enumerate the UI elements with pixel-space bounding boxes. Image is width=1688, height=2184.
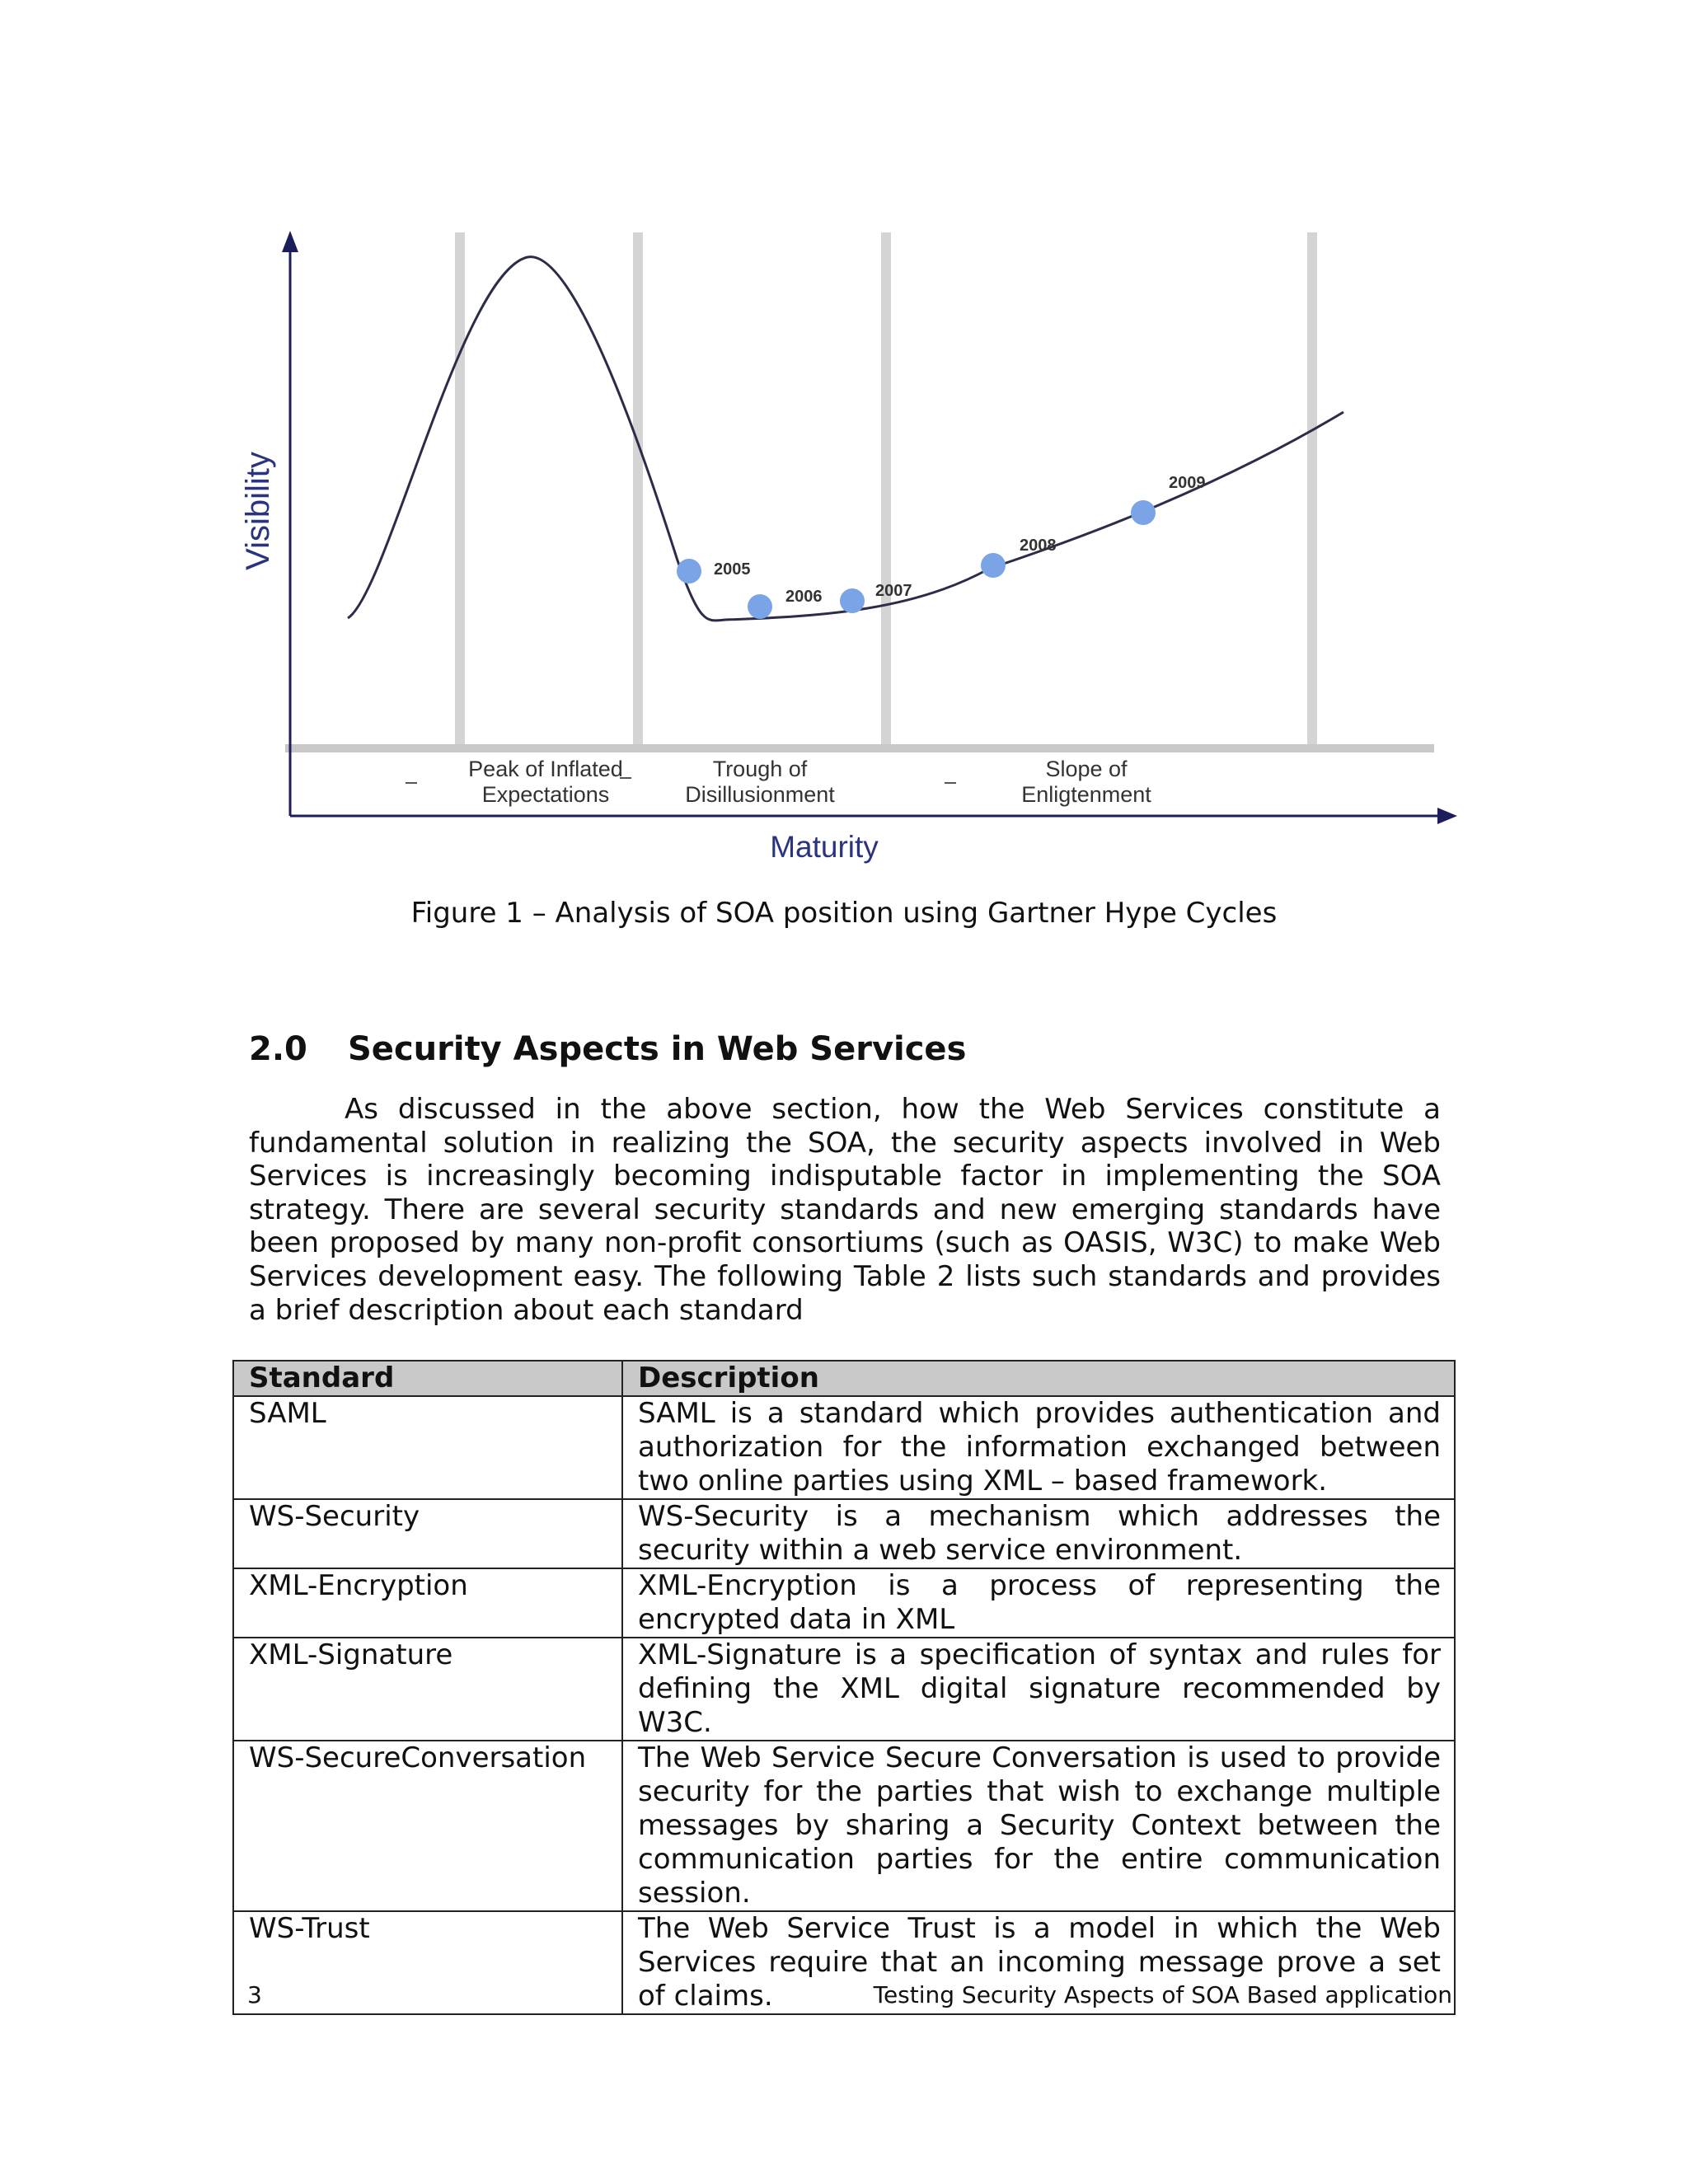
standards-table	[232, 1360, 1456, 2015]
page-number: 3	[247, 1981, 262, 2008]
phase-label-peak-line1: Peak of Inflated	[468, 757, 623, 781]
hype-curve	[348, 257, 1343, 621]
phase-label-trough-line2: Disillusionment	[685, 782, 835, 807]
phase-divider-bar	[1307, 232, 1317, 750]
section-heading	[249, 1030, 966, 1068]
standard-cell: SAML	[233, 1396, 622, 1499]
year-label-2005: 2005	[714, 560, 751, 579]
phase-label-peak-line2: Expectations	[481, 782, 610, 807]
phase-label-slope-line2: Enligtenment	[1021, 782, 1151, 807]
phase-divider-bar	[633, 232, 643, 750]
section-title: Security Aspects in Web Services	[348, 1030, 967, 1068]
table-row	[233, 1638, 1455, 1741]
year-marker-dot-2006	[748, 594, 772, 619]
table-header-description: Description	[622, 1361, 1455, 1396]
phase-divider-bar	[881, 232, 891, 750]
y-axis-arrow-icon	[282, 231, 298, 252]
phase-label-trough-line1: Trough of	[712, 757, 808, 781]
phase-label-slope-line1: Slope of	[1045, 757, 1128, 781]
running-title: Testing Security Aspects of SOA Based application	[873, 1981, 1452, 2008]
table-row	[233, 1741, 1455, 1911]
y-axis-label: Visibility	[240, 452, 276, 570]
table-header-row	[233, 1361, 1455, 1396]
phase-divider-bar	[455, 232, 465, 750]
figure-caption: Figure 1 – Analysis of SOA position using Gartner Hype Cycles	[410, 897, 1278, 930]
description-cell: SAML is a standard which provides authentication and authorization for the information exchanged between two online parties using XML – based framework.	[622, 1396, 1455, 1499]
section-paragraph	[249, 1093, 1441, 1327]
standard-cell: WS-Trust	[233, 1911, 622, 2014]
standard-cell: WS-Security	[233, 1499, 622, 1568]
section-number: 2.0	[249, 1030, 307, 1068]
year-label-2008: 2008	[1020, 537, 1057, 555]
standard-cell: XML-Encryption	[233, 1568, 622, 1638]
table-row	[233, 1499, 1455, 1568]
x-axis-label: Maturity	[770, 830, 879, 864]
standard-cell: XML-Signature	[233, 1638, 622, 1741]
table-header-standard: Standard	[233, 1361, 622, 1396]
year-label-2009: 2009	[1169, 474, 1206, 492]
description-cell: The Web Service Trust is a model in which the Web Services require that an incoming message prove a set of claims.	[622, 1911, 1455, 2014]
year-marker-dot-2008	[981, 553, 1006, 578]
x-axis-arrow-icon	[1437, 808, 1457, 824]
year-marker-dot-2007	[840, 588, 865, 613]
table-row	[233, 1568, 1455, 1638]
description-cell: XML-Encryption is a process of representing the encrypted data in XML	[622, 1568, 1455, 1638]
standard-cell: WS-SecureConversation	[233, 1741, 622, 1911]
year-label-2006: 2006	[785, 588, 823, 606]
year-label-2007: 2007	[875, 582, 912, 600]
hype-cycle-figure	[0, 0, 1688, 874]
phase-band	[285, 744, 1434, 752]
description-cell: XML-Signature is a specification of syntax and rules for defining the XML digital signature recommended by W3C.	[622, 1638, 1455, 1741]
table-row	[233, 1396, 1455, 1499]
description-cell: The Web Service Secure Conversation is used to provide security for the parties that wish to exchange multiple messages by sharing a Security Context between the communication parties for the entire communication session.	[622, 1741, 1455, 1911]
paragraph-text: As discussed in the above section, how the Web Services constitute a fundamental solution in realizing the SOA, the security aspects involved in Web Services is increasingly becoming indisputable factor in implementing the SOA strategy. There are several security standards and new emerging standards have been proposed by many non-profit consortiums (such as OASIS, W3C) to make Web Services development easy. The following Table 2 lists such standards and provides a brief description about each standard	[249, 1093, 1441, 1327]
year-marker-dot-2009	[1131, 500, 1156, 525]
description-cell: WS-Security is a mechanism which addresses the security within a web service environment.	[622, 1499, 1455, 1568]
year-marker-dot-2005	[677, 559, 701, 583]
